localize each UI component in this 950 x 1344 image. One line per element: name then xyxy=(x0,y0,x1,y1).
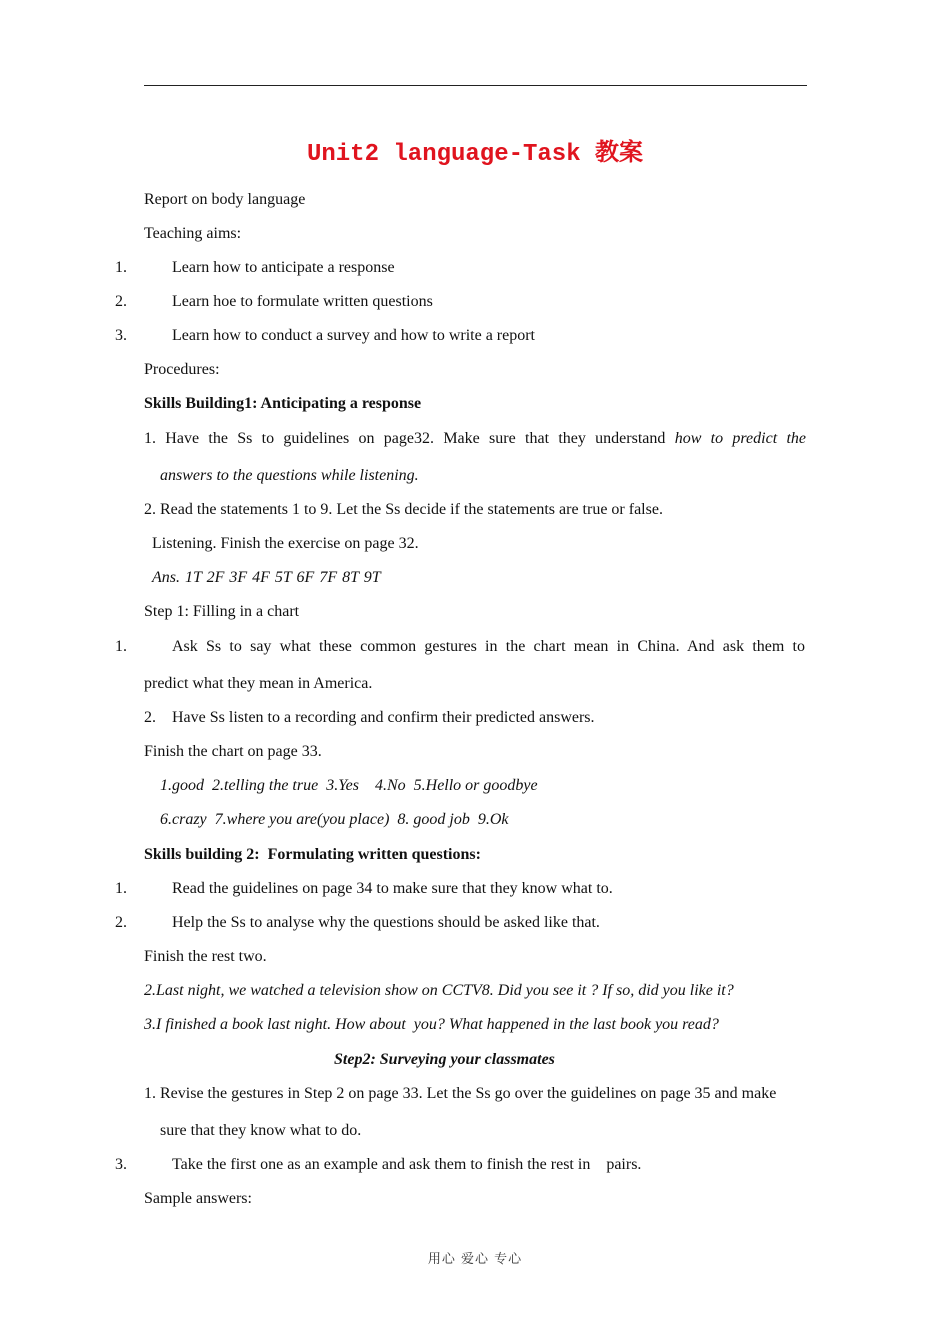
sb2-item-2-number: 2. xyxy=(115,914,127,931)
sb2-item-1-number: 1. xyxy=(115,880,127,897)
teaching-aims-label: Teaching aims: xyxy=(144,225,242,242)
step-1-item-1-line-b: predict what they mean in America. xyxy=(144,675,373,692)
procedure-2: 2. Read the statements 1 to 9. Let the Ss decide if the statements are true or false. xyxy=(144,501,663,518)
step-1-item-2: 2. Have Ss listen to a recording and confirm their predicted answers. xyxy=(144,709,595,726)
task-3: Take the first one as an example and ask them to finish the rest in pairs. xyxy=(172,1156,642,1173)
step-1-item-1-line-a: Ask Ss to say what these common gestures in the chart mean in China. And ask them to xyxy=(172,638,805,655)
report-heading: Report on body language xyxy=(144,191,306,208)
aim-2-number: 2. xyxy=(115,293,127,310)
header-rule xyxy=(144,85,807,86)
revise-line-a: 1. Revise the gestures in Step 2 on page 33. Let the Ss go over the guidelines on page 35 and make xyxy=(144,1085,777,1102)
step-1-heading: Step 1: Filling in a chart xyxy=(144,603,300,620)
procedures-label: Procedures: xyxy=(144,361,220,378)
skills-building-1-heading: Skills Building1: Anticipating a response xyxy=(144,395,422,412)
sb2-item-1: Read the guidelines on page 34 to make sure that they know what to. xyxy=(172,880,613,897)
step-2-heading: Step2: Surveying your classmates xyxy=(334,1051,555,1068)
procedure-1-text: 1. Have the Ss to guidelines on page32. Make sure that they understand xyxy=(144,430,666,447)
aim-1: Learn how to anticipate a response xyxy=(172,259,395,276)
finish-rest-instruction: Finish the rest two. xyxy=(144,948,267,965)
question-2: 2.Last night, we watched a television show on CCTV8. Did you see it ? If so, did you like it? xyxy=(144,982,734,999)
task-3-number: 3. xyxy=(115,1156,127,1173)
aim-3: Learn how to conduct a survey and how to write a report xyxy=(172,327,535,344)
sb2-item-2: Help the Ss to analyse why the questions should be asked like that. xyxy=(172,914,600,931)
page-footer: 用心 爱心 专心 xyxy=(427,1252,523,1267)
procedure-1-italic: how to predict the xyxy=(674,430,807,447)
sample-answers-label: Sample answers: xyxy=(144,1190,252,1207)
aim-1-number: 1. xyxy=(115,259,127,276)
aim-3-number: 3. xyxy=(115,327,127,344)
finish-chart-instruction: Finish the chart on page 33. xyxy=(144,743,322,760)
step-1-item-1-number: 1. xyxy=(115,638,127,655)
page-title: Unit2 language-Task 教案 xyxy=(306,141,644,168)
chart-answers-2: 6.crazy 7.where you are(you place) 8. good job 9.Ok xyxy=(160,811,509,828)
answers-line: Ans. 1T 2F 3F 4F 5T 6F 7F 8T 9T xyxy=(152,569,381,586)
revise-line-b: sure that they know what to do. xyxy=(160,1122,362,1139)
aim-2: Learn hoe to formulate written questions xyxy=(172,293,433,310)
chart-answers-1: 1.good 2.telling the true 3.Yes 4.No 5.Hello or goodbye xyxy=(160,777,538,794)
procedure-1-line-a xyxy=(144,429,806,449)
listening-instruction: Listening. Finish the exercise on page 32. xyxy=(152,535,419,552)
skills-building-2-heading: Skills building 2: Formulating written questions: xyxy=(144,846,481,863)
question-3: 3.I finished a book last night. How about you? What happened in the last book you read? xyxy=(144,1016,719,1033)
procedure-1-line-b: answers to the questions while listening. xyxy=(160,467,419,484)
